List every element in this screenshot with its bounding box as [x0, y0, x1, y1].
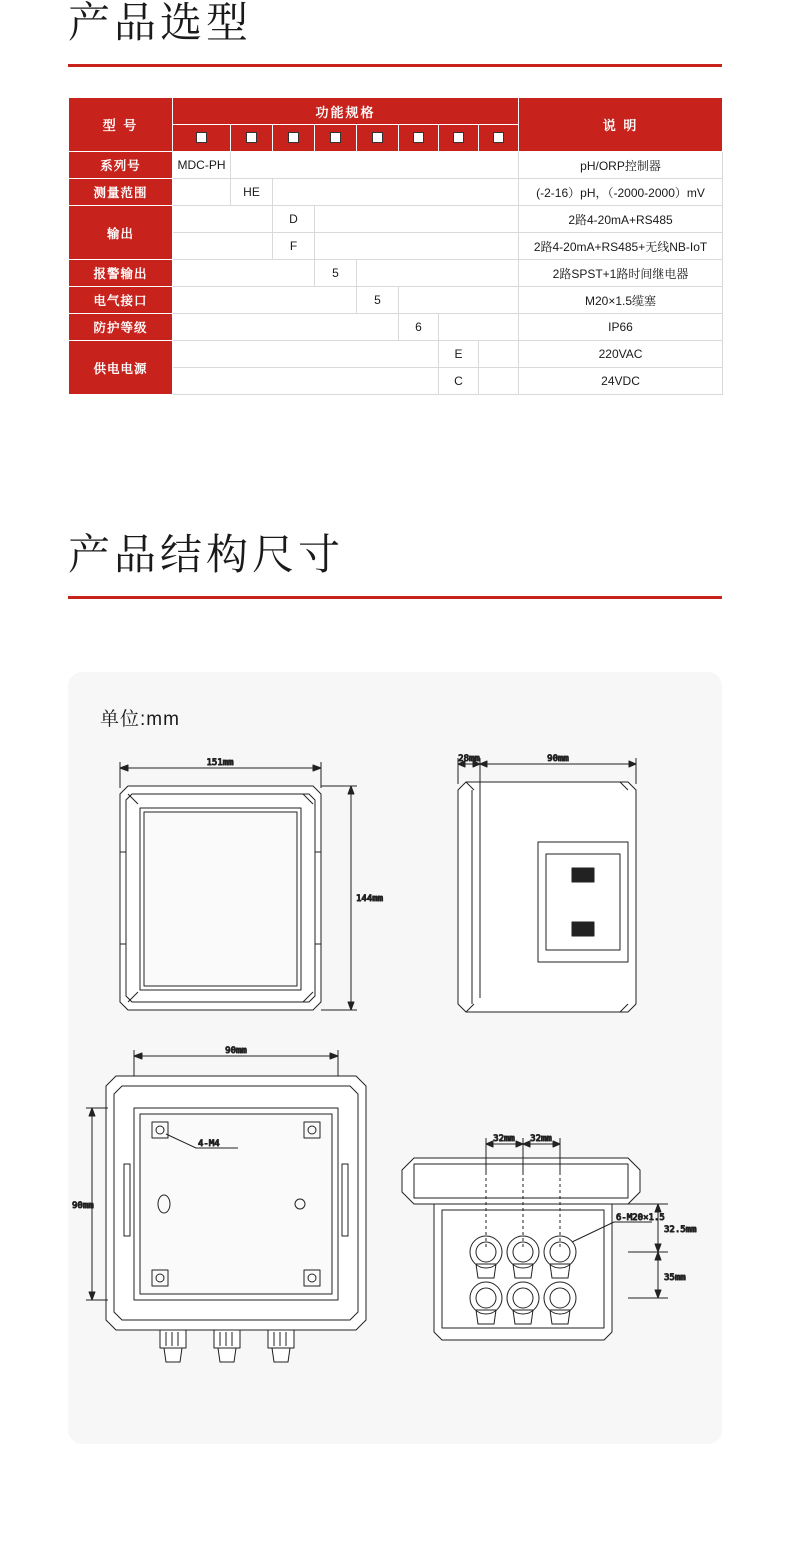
row-desc: M20×1.5缆塞: [519, 287, 723, 314]
checkbox-icon: [372, 132, 383, 143]
title-divider-selection: [68, 64, 722, 67]
selection-table-wrap: [68, 97, 722, 395]
row-spacer: [315, 206, 519, 233]
row-code: F: [273, 233, 315, 260]
table-row: [69, 152, 723, 179]
row-desc: (-2-16）pH，（-2000-2000）mV: [519, 179, 723, 206]
checkbox-icon: [453, 132, 464, 143]
table-row: [69, 314, 723, 341]
header-spec: 功能规格: [173, 98, 519, 125]
checkbox-icon: [493, 132, 504, 143]
row-label: 测量范围: [69, 179, 173, 206]
back-width-label: 90mm: [225, 1046, 247, 1056]
row-code: 5: [315, 260, 357, 287]
row-spacer: [173, 341, 439, 368]
gland-spacing-label-1: 32mm: [493, 1134, 515, 1144]
row-code: 5: [357, 287, 399, 314]
row-spacer: [173, 287, 357, 314]
title-divider-dimensions: [68, 596, 722, 599]
gland-offset-label-1: 32.5mm: [664, 1225, 697, 1235]
row-code: 6: [399, 314, 439, 341]
row-desc: IP66: [519, 314, 723, 341]
row-spacer: [357, 260, 519, 287]
back-height-label: 90mm: [72, 1201, 94, 1211]
row-spacer: [479, 341, 519, 368]
row-code: C: [439, 368, 479, 395]
row-spacer: [479, 368, 519, 395]
checkbox-icon: [288, 132, 299, 143]
row-label: 输出: [69, 206, 173, 260]
row-code: HE: [231, 179, 273, 206]
checkbox-cell-1: [173, 125, 231, 152]
row-spacer: [231, 152, 519, 179]
row-spacer: [173, 206, 273, 233]
row-spacer: [173, 314, 399, 341]
gland-row-bottom: [470, 1282, 576, 1314]
row-code: E: [439, 341, 479, 368]
checkbox-icon: [246, 132, 257, 143]
front-view-drawing: [120, 786, 321, 1010]
table-row: [69, 206, 723, 233]
row-label: 报警输出: [69, 260, 173, 287]
row-spacer: [173, 260, 315, 287]
checkbox-cell-6: [399, 125, 439, 152]
row-code: MDC-PH: [173, 152, 231, 179]
dimensions-section-header: [0, 532, 790, 599]
table-row: [69, 179, 723, 206]
row-desc: 24VDC: [519, 368, 723, 395]
dimension-drawings: [68, 672, 722, 1444]
gland-view-drawing: [402, 1158, 640, 1340]
gland-spec-label: 6-M20×1.5: [616, 1213, 665, 1223]
table-header-row: [69, 98, 723, 125]
table-row: [69, 287, 723, 314]
row-spacer: [399, 287, 519, 314]
row-label: 供电电源: [69, 341, 173, 395]
table-row: [69, 341, 723, 368]
checkbox-icon: [196, 132, 207, 143]
header-desc: 说 明: [519, 98, 723, 152]
header-model: 型 号: [69, 98, 173, 152]
row-label: 系列号: [69, 152, 173, 179]
section-title-dimensions: 产品结构尺寸: [68, 531, 345, 578]
checkbox-icon: [413, 132, 424, 143]
mount-hole-label: 4-M4: [198, 1139, 220, 1149]
side-depth-large-label: 90mm: [547, 754, 569, 764]
front-height-dimension: [321, 786, 357, 1010]
row-label: 电气接口: [69, 287, 173, 314]
row-spacer: [439, 314, 519, 341]
section-title-selection: 产品选型: [68, 0, 253, 46]
side-depth-small-label: 28mm: [458, 754, 480, 764]
dimension-drawing-card: [68, 672, 722, 1444]
row-label: 防护等级: [69, 314, 173, 341]
front-height-label: 144mm: [356, 894, 384, 904]
row-desc: pH/ORP控制器: [519, 152, 723, 179]
row-desc: 2路4-20mA+RS485+无线NB-IoT: [519, 233, 723, 260]
row-desc: 2路4-20mA+RS485: [519, 206, 723, 233]
row-spacer: [315, 233, 519, 260]
selection-table: [68, 97, 723, 395]
row-desc: 220VAC: [519, 341, 723, 368]
checkbox-cell-7: [439, 125, 479, 152]
checkbox-cell-3: [273, 125, 315, 152]
gland-spacing-label-2: 32mm: [530, 1134, 552, 1144]
row-spacer: [173, 179, 231, 206]
row-desc: 2路SPST+1路时间继电器: [519, 260, 723, 287]
side-view-drawing: [458, 782, 636, 1012]
row-spacer: [273, 179, 519, 206]
checkbox-cell-4: [315, 125, 357, 152]
gland-offset-label-2: 35mm: [664, 1273, 686, 1283]
row-spacer: [173, 233, 273, 260]
checkbox-cell-8: [479, 125, 519, 152]
checkbox-cell-5: [357, 125, 399, 152]
front-width-label: 151mm: [206, 758, 234, 768]
unit-label: 单位:mm: [100, 709, 180, 730]
checkbox-icon: [330, 132, 341, 143]
table-row: [69, 260, 723, 287]
row-code: D: [273, 206, 315, 233]
checkbox-cell-2: [231, 125, 273, 152]
back-view-drawing: [106, 1076, 366, 1362]
back-view-glands: [160, 1330, 294, 1362]
row-spacer: [173, 368, 439, 395]
